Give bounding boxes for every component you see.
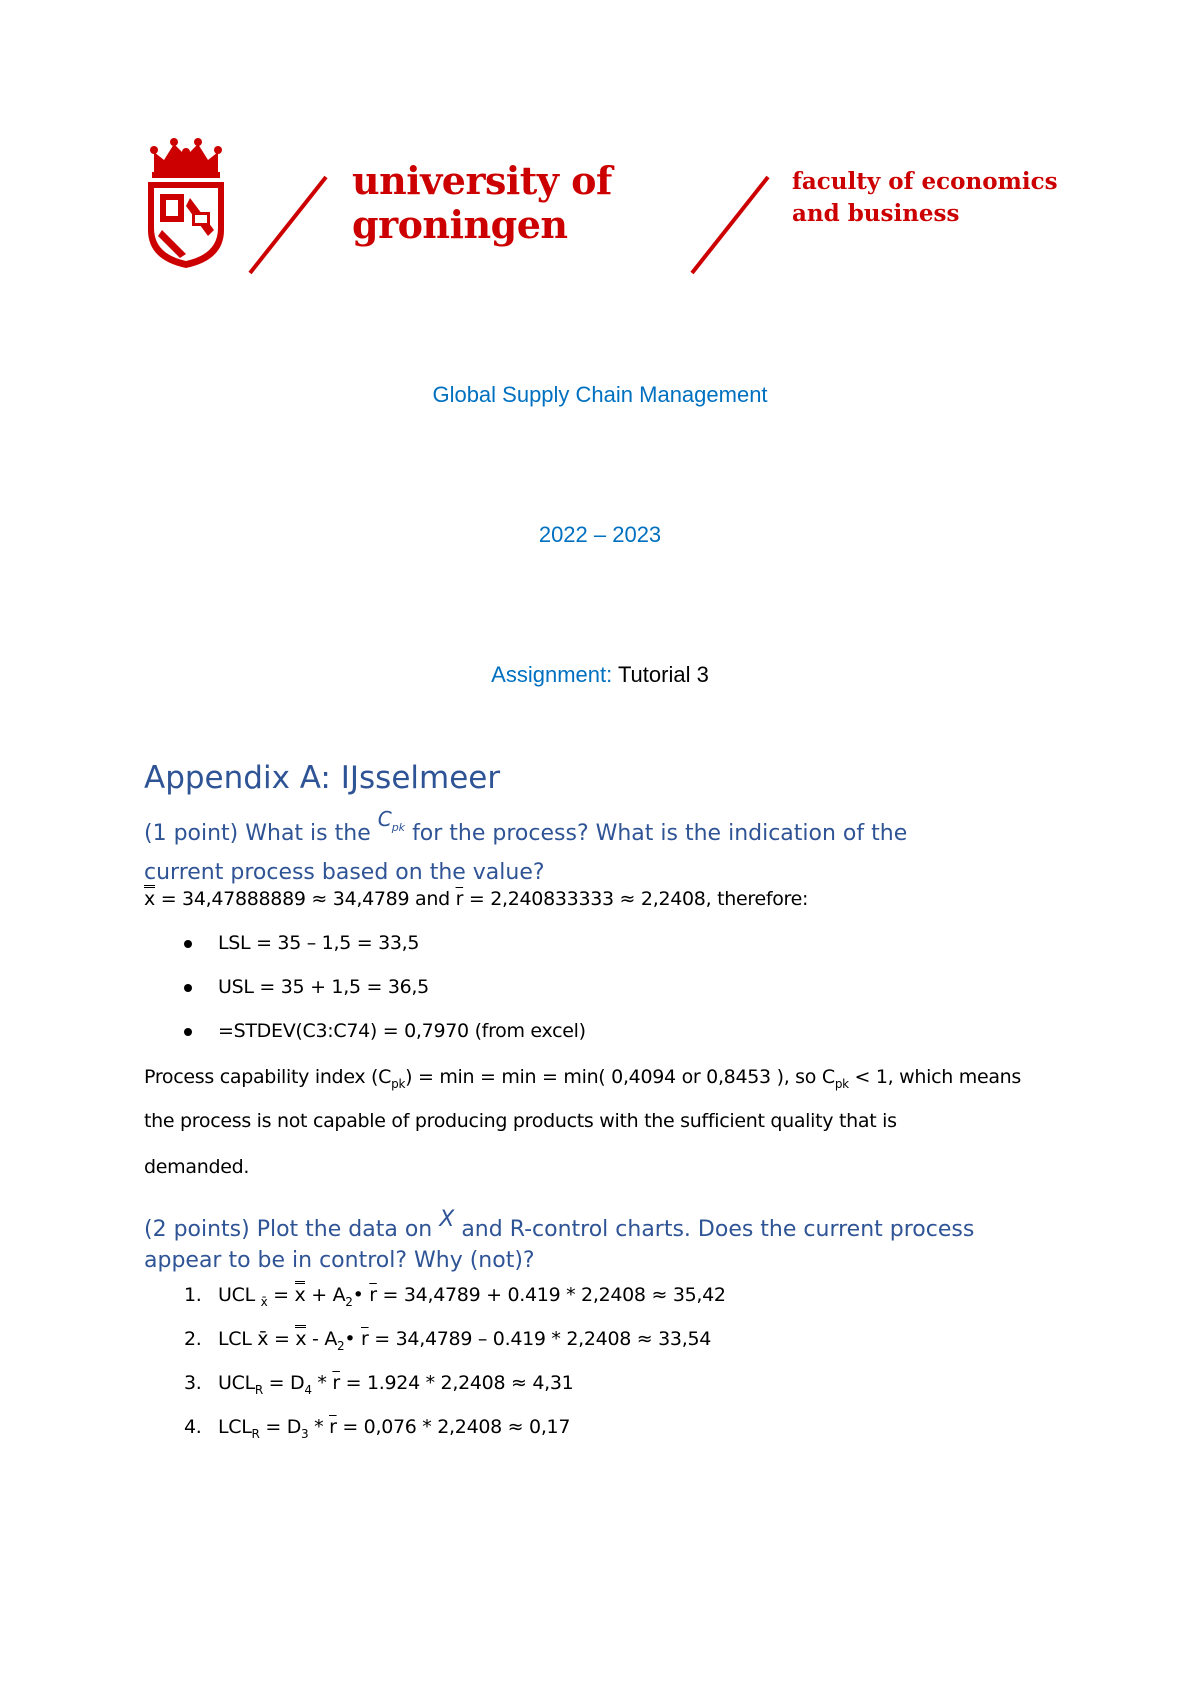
q1-suffix: for the process? What is the indication of the — [412, 821, 908, 846]
bullet-icon — [184, 1028, 192, 1036]
university-crest-icon — [140, 138, 232, 270]
list-item: 1. UCL $_{x̄} = x + A_2•$ $\overline{r} = 34,4789 + 0.419 * 2,2408 \approx 35,42$ — [184, 1284, 726, 1309]
assignment-line — [0, 662, 1200, 688]
university-name-line1: university of — [352, 158, 612, 203]
question-2 — [144, 1207, 1104, 1276]
cpk-symbol: $C_{pk}$ — [377, 807, 406, 834]
list-item: 2. LCL x̄ = x - $A_2•$ $\overline{r} = 34,4789 - 0.419 * 2,2408 \approx 33,54$ — [184, 1328, 711, 1353]
assignment-value: Tutorial 3 — [617, 662, 709, 687]
capability-line2: the process is not capable of producing products with the sufficient quality that is — [144, 1110, 897, 1132]
list-item: 3. $UCL_R = D_4 * \overline{r} = 1.924 * 2,2408 \approx 4,31$ — [184, 1372, 574, 1397]
university-name-line2: groningen — [352, 202, 568, 247]
faculty-name-line1: faculty of economics — [792, 168, 1058, 195]
means-line: x = 34,47888889 ≈ 34,4789 and $\overline{r} = 2,240833333 \approx 2,2408$, therefore: — [144, 888, 808, 910]
q1-line2: current process based on the value? — [144, 860, 545, 885]
bullet-icon — [184, 940, 192, 948]
appendix-title: Appendix A: IJsselmeer — [144, 760, 501, 796]
q2-line2: appear to be in control? Why (not)? — [144, 1248, 535, 1273]
x-symbol: X — [439, 1207, 455, 1232]
q2-suffix: and R-control charts. Does the current process — [461, 1217, 975, 1242]
q1-prefix: (1 point) What is the — [144, 821, 371, 846]
academic-years: 2022 – 2023 — [538, 522, 662, 547]
list-item: LSL = 35 – 1,5 = 33,5 — [184, 932, 419, 954]
logo-divider-slash — [246, 175, 330, 275]
list-item: =STDEV(C3:C74) = 0,7970 (from excel) — [184, 1020, 586, 1042]
capability-line3: demanded. — [144, 1156, 250, 1178]
q2-prefix: (2 points) Plot the data on — [144, 1217, 433, 1242]
capability-line1: Process capability index $(C_{pk}) = \min = \min = \min$( 0,4094 or 0,8453 ), so $C_{pk} < 1$, which means — [144, 1066, 1022, 1091]
list-item: 4. $LCL_R = D_3 * \overline{r} = 0,076 * 2,2408 \approx 0,17$ — [184, 1416, 571, 1441]
x-double-bar: x — [144, 885, 155, 910]
list-item: USL = 35 + 1,5 = 36,5 — [184, 976, 429, 998]
logo-divider-slash-2 — [688, 175, 772, 275]
r-bar: $\overline{r}$ — [455, 888, 464, 910]
bullet-icon — [184, 984, 192, 992]
faculty-name-line2: and business — [792, 200, 960, 227]
question-1 — [144, 807, 1104, 888]
assignment-label: Assignment: — [491, 662, 613, 687]
course-title: Global Supply Chain Management — [432, 382, 768, 407]
